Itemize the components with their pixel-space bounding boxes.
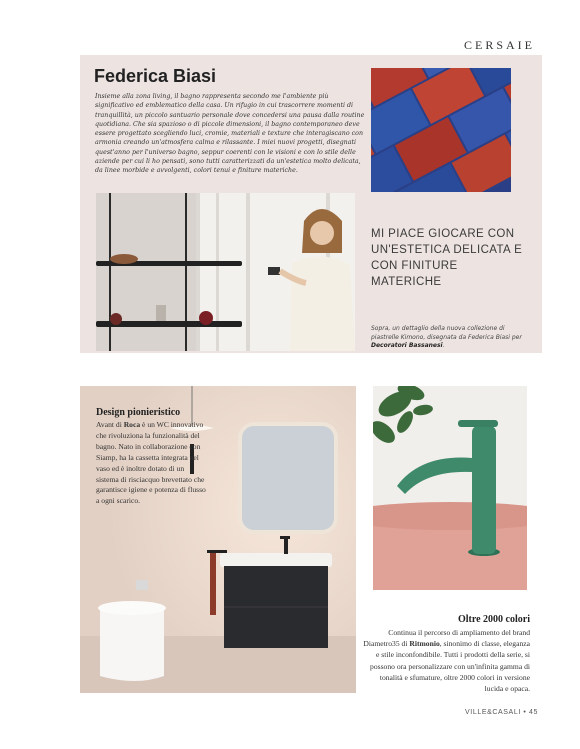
roca-text — [96, 420, 206, 507]
caption-text: Sopra, un dettaglio della nuova collezione di piastrelle Kimono, disegnata da Federica Biasi per — [371, 325, 522, 341]
ritmonio-text — [360, 627, 530, 694]
section-label: CERSAIE — [463, 38, 535, 52]
faucet-image — [373, 386, 527, 590]
kimono-tiles-image — [371, 68, 511, 192]
tile-detail-photo — [371, 68, 511, 192]
ritmonio-heading: Oltre 2000 colori — [457, 614, 530, 625]
roca-text-body: è un WC innovativo che rivoluziona la funzionalità del bagno. Nato in collaborazione con Siamp, ha la cassetta integrata nel vaso ed è inoltre dotato di un sistema di risciacquo brevettato che garantisce igiene e potenza di flusso a ogni scarico. — [96, 420, 206, 506]
ritmonio-faucet-photo — [373, 386, 527, 590]
caption-end: . — [442, 342, 445, 350]
roca-brand: Roca — [123, 420, 141, 429]
roca-text-pre: Avant di — [96, 420, 124, 429]
ritmonio-text-pre: Continua il percorso di ampliamento del brand Diametro35 di — [363, 628, 530, 649]
designer-room-image — [96, 193, 355, 351]
designer-portrait-photo — [96, 193, 355, 351]
caption-brand: Decoratori Bassanesi — [371, 342, 443, 350]
page-folio: VILLE&CASALI • 45 — [465, 709, 538, 716]
roca-heading: Design pionieristico — [96, 407, 181, 418]
ritmonio-brand: Ritmonio — [409, 639, 440, 649]
photo-caption — [371, 325, 531, 351]
pull-quote: MI PIACE GIOCARE CON UN'ESTETICA DELICATA E CON FINITURE MATERICHE — [371, 228, 523, 288]
designer-name: Federica Biasi — [94, 66, 217, 86]
designer-intro: Insieme alla zona living, il bagno rappresenta secondo me l'ambiente più significativo ed emblematico della casa. Un rifugio in cui trascorrere momenti di tranquillità, un piccolo santuario personale dove concedersi una pausa dalla routine quotidiana. Che sia spazioso o di piccole dimensioni, il bagno contemporaneo deve essere progettato scegliendo luci, cromie, materiali e texture che interagiscano con armonia creando un'atmosfera calma e rilassante. I miei nuovi progetti, disegnati quest'anno per l'universo bagno, seppur coerenti con le visioni e con lo stile delle aziende per cui li ho pensati, sono tutti caratterizzati da un'estetica molto delicata, da linee morbide e avvolgenti, colori tenui e finiture materiche. — [95, 93, 365, 175]
ritmonio-text-body: , sinonimo di classe, eleganza e stile inconfondibile. Tutti i prodotti della serie, si possono ora personalizzare con un'infinita gamma di tonalità e sfumature, oltre 2000 colori in versione lucida e opaca. — [370, 639, 530, 694]
